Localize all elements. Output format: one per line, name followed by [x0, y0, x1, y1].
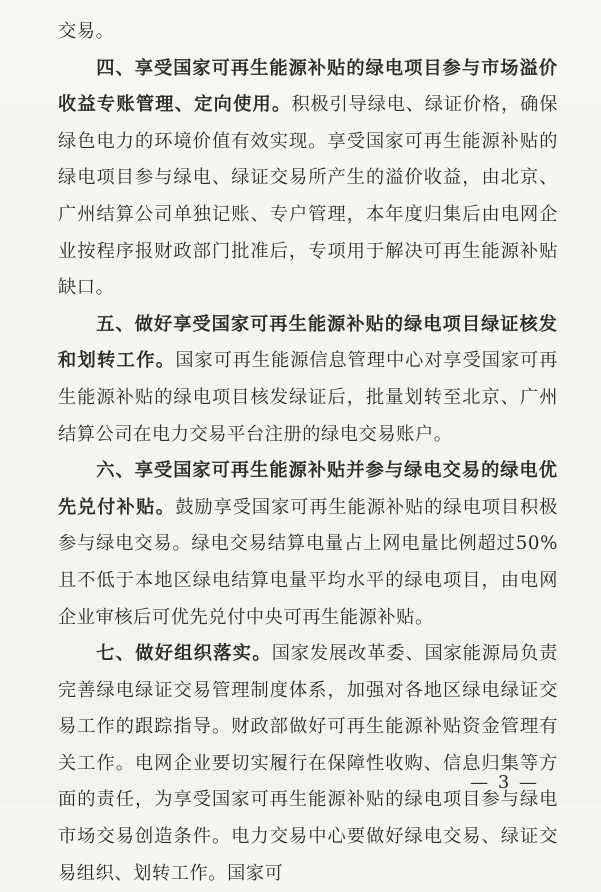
continued-text: 交易。 — [58, 21, 115, 42]
page-number: — 3 — — [470, 772, 539, 793]
section-four-heading: 四、享受国家可再生能源补贴的绿电项目参与市场溢价收益专账管理、定向使用。 — [58, 57, 558, 116]
document-body — [58, 14, 558, 892]
section-seven-heading: 七、做好组织落实。 — [96, 643, 272, 665]
section-five-body: 国家可再生能源信息管理中心对享受国家可再生能源补贴的绿电项目核发绿证后，批量划转至北京、广州结算公司在电力交易平台注册的绿电交易账户。 — [58, 350, 558, 445]
section-five-heading: 五、做好享受国家可再生能源补贴的绿电项目绿证核发和划转工作。 — [58, 313, 558, 372]
section-six-body: 鼓励享受国家可再生能源补贴的绿电项目积极参与绿电交易。绿电交易结算电量占上网电量比例超过50%且不低于本地区绿电结算电量平均水平的绿电项目，由电网企业审核后可优先兑付中央可再生能源补贴。 — [58, 496, 558, 628]
section-six — [58, 453, 558, 636]
section-four-body: 积极引导绿电、绿证价格，确保绿色电力的环境价值有效实现。享受国家可再生能源补贴的绿电项目参与绿电、绿证交易所产生的溢价收益，由北京、广州结算公司单独记账、专户管理，本年度归集后由电网企业按程序报财政部门批准后，专项用于解决可再生能源补贴缺口。 — [58, 94, 558, 299]
section-seven — [58, 636, 558, 892]
section-five — [58, 307, 558, 453]
section-six-heading: 六、享受国家可再生能源补贴并参与绿电交易的绿电优先兑付补贴。 — [58, 460, 558, 518]
section-four — [58, 51, 558, 307]
section-seven-body: 国家发展改革委、国家能源局负责完善绿电绿证交易管理制度体系，加强对各地区绿电绿证交易工作的跟踪指导。财政部做好可再生能源补贴资金管理有关工作。电网企业要切实履行在保障性收购、信息归集等方面的责任，为享受国家可再生能源补贴的绿电项目参与绿电市场交易创造条件。电力交易中心要做好绿电交易、绿证交易组织、划转工作。国家可 — [58, 643, 558, 884]
